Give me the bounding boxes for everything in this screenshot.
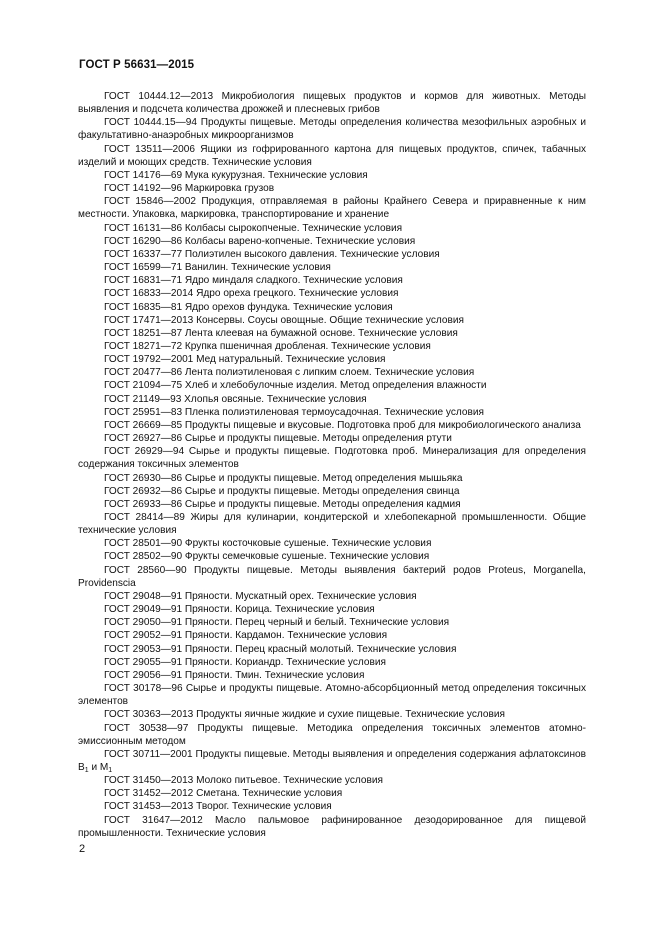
reference-code: ГОСТ 21149—93	[104, 393, 182, 405]
reference-code: ГОСТ 28501—90	[104, 538, 183, 550]
reference-item	[78, 643, 586, 656]
reference-item	[78, 656, 586, 669]
reference-title: Полиэтилен высокого давления. Технические условия	[184, 248, 440, 260]
reference-title: Сырье и продукты пищевые. Методы определения кадмия	[184, 498, 461, 510]
reference-item	[78, 629, 586, 642]
reference-title: Пряности. Перец красный молотый. Технические условия	[184, 643, 457, 655]
reference-title: Ящики из гофрированного картона для пищевых продуктов, спичек, табачных изделий и моющих средств. Технические условия	[78, 143, 586, 168]
reference-code: ГОСТ 29048—91	[104, 590, 183, 602]
reference-title: Продукция, отправляемая в районы Крайнего Севера и приравненные к ним местности. Упаковка, маркировка, транспортирование и хранение	[78, 196, 586, 221]
reference-item	[78, 274, 586, 287]
reference-item	[78, 445, 586, 471]
reference-title: Пряности. Перец черный и белый. Технические условия	[184, 617, 450, 629]
reference-code: ГОСТ 26930—86	[104, 472, 183, 484]
reference-title: Лента клеевая на бумажной основе. Технические условия	[184, 327, 458, 339]
reference-title: Сырье и продукты пищевые. Метод определения мышьяка	[184, 472, 463, 484]
reference-title: Сырье и продукты пищевые. Подготовка проб. Минерализация для определения содержания токсичных элементов	[78, 446, 586, 471]
subscript: 1	[108, 766, 113, 774]
reference-title: Жиры для кулинарии, кондитерской и хлебопекарной промышленности. Общие технические условия	[78, 512, 586, 537]
reference-code: ГОСТ 28560—90	[104, 564, 187, 576]
reference-item	[78, 814, 586, 840]
reference-title: Масло пальмовое рафинированное дезодорированное для пищевой промышленности. Технические условия	[78, 814, 586, 839]
reference-title: Фрукты семечковые сушеные. Технические условия	[184, 551, 430, 563]
reference-item	[78, 419, 586, 432]
reference-code: ГОСТ 30178—96	[104, 683, 183, 695]
reference-item	[78, 235, 586, 248]
reference-code: ГОСТ 30538—97	[104, 722, 189, 734]
reference-code: ГОСТ 16835—81	[104, 301, 183, 313]
reference-item	[78, 708, 586, 721]
reference-title: Ядро ореха грецкого. Технические условия	[196, 288, 399, 300]
reference-item	[78, 143, 586, 169]
reference-title: Продукты пищевые. Методы выявления и определения содержания афлатоксинов B	[78, 748, 586, 773]
reference-item	[78, 116, 586, 142]
reference-item	[78, 432, 586, 445]
reference-code: ГОСТ 29055—91	[104, 656, 183, 668]
reference-title: Мед натуральный. Технические условия	[196, 354, 386, 366]
reference-item	[78, 787, 586, 800]
reference-title: Крупка пшеничная дробленая. Технические условия	[184, 340, 431, 352]
reference-code: ГОСТ 16290—86	[104, 235, 183, 247]
reference-code: ГОСТ 31453—2013	[104, 801, 194, 813]
reference-title: Маркировка грузов	[184, 183, 275, 195]
reference-code: ГОСТ 26929—94	[104, 446, 185, 458]
reference-title: Фрукты косточковые сушеные. Технические условия	[184, 538, 432, 550]
subscript: 1	[84, 766, 89, 774]
reference-code: ГОСТ 31647—2012	[104, 814, 203, 826]
reference-item	[78, 169, 586, 182]
reference-item	[78, 669, 586, 682]
reference-code: ГОСТ 10444.15—94	[104, 117, 197, 129]
reference-item	[78, 340, 586, 353]
reference-item	[78, 261, 586, 274]
reference-title: Пряности. Тмин. Технические условия	[184, 669, 365, 681]
reference-code: ГОСТ 30711—2001	[104, 748, 193, 760]
reference-code: ГОСТ 26932—86	[104, 485, 183, 497]
reference-code: ГОСТ 29053—91	[104, 643, 183, 655]
reference-code: ГОСТ 16131—86	[104, 222, 183, 234]
reference-title: Продукты яичные жидкие и сухие пищевые. Технические условия	[196, 709, 505, 721]
reference-title: Молоко питьевое. Технические условия	[196, 775, 383, 787]
reference-item	[78, 603, 586, 616]
reference-item	[78, 682, 586, 708]
reference-item	[78, 472, 586, 485]
reference-item	[78, 366, 586, 379]
reference-code: ГОСТ 13511—2006	[104, 143, 196, 155]
document-header: ГОСТ Р 56631—2015	[79, 59, 195, 71]
reference-title-continuation: и M	[88, 761, 109, 773]
reference-item	[78, 564, 586, 590]
reference-item	[78, 590, 586, 603]
reference-code: ГОСТ 18251—87	[104, 327, 183, 339]
reference-item	[78, 511, 586, 537]
reference-item	[78, 353, 586, 366]
reference-title: Сметана. Технические условия	[196, 788, 343, 800]
reference-item	[78, 301, 586, 314]
reference-item	[78, 800, 586, 813]
reference-item	[78, 748, 586, 774]
reference-code: ГОСТ 19792—2001	[104, 354, 194, 366]
reference-title: Ядро миндаля сладкого. Технические условия	[184, 275, 403, 287]
reference-item	[78, 550, 586, 563]
reference-code: ГОСТ 17471—2013	[104, 314, 194, 326]
reference-code: ГОСТ 16833—2014	[104, 288, 194, 300]
reference-code: ГОСТ 29049—91	[104, 604, 183, 616]
reference-item	[78, 90, 586, 116]
reference-title: Лента полиэтиленовая с липким слоем. Технические условия	[184, 367, 475, 379]
reference-title: Мука кукурузная. Технические условия	[184, 169, 368, 181]
reference-title: Колбасы варено-копченые. Технические условия	[184, 235, 416, 247]
reference-code: ГОСТ 26933—86	[104, 498, 183, 510]
reference-title: Пряности. Корица. Технические условия	[184, 604, 375, 616]
reference-item	[78, 222, 586, 235]
reference-title: Консервы. Соусы овощные. Общие технические условия	[196, 314, 464, 326]
reference-title: Ядро орехов фундука. Технические условия	[184, 301, 393, 313]
reference-item	[78, 774, 586, 787]
reference-title: Микробиология пищевых продуктов и кормов для животных. Методы выявления и подсчета количества дрожжей и плесневых грибов	[78, 91, 586, 116]
reference-item	[78, 406, 586, 419]
reference-title: Пряности. Мускатный орех. Технические условия	[184, 590, 417, 602]
reference-item	[78, 537, 586, 550]
reference-code: ГОСТ 31452—2012	[104, 788, 194, 800]
reference-item	[78, 616, 586, 629]
reference-code: ГОСТ 26669—85	[104, 419, 183, 431]
reference-item	[78, 287, 586, 300]
reference-item	[78, 379, 586, 392]
reference-item	[78, 722, 586, 748]
reference-title: Ванилин. Технические условия	[184, 262, 331, 274]
reference-title: Творог. Технические условия	[196, 801, 332, 813]
reference-code: ГОСТ 15846—2002	[104, 196, 196, 208]
reference-item	[78, 327, 586, 340]
reference-code: ГОСТ 16337—77	[104, 248, 183, 260]
reference-code: ГОСТ 29052—91	[104, 630, 183, 642]
normative-references-list	[78, 90, 586, 840]
reference-code: ГОСТ 29056—91	[104, 669, 183, 681]
reference-item	[78, 393, 586, 406]
page-number: 2	[79, 843, 86, 855]
reference-item	[78, 498, 586, 511]
reference-title: Хлеб и хлебобулочные изделия. Метод определения влажности	[184, 380, 487, 392]
reference-title: Сырье и продукты пищевые. Методы определения ртути	[184, 433, 452, 445]
reference-title: Пряности. Кориандр. Технические условия	[184, 656, 386, 668]
reference-code: ГОСТ 21094—75	[104, 380, 183, 392]
reference-title: Продукты пищевые. Методы определения количества мезофильных аэробных и факультативно-анаэробных микроорганизмов	[78, 117, 586, 142]
reference-title: Продукты пищевые и вкусовые. Подготовка проб для микробиологического анализа	[184, 419, 581, 431]
reference-title: Колбасы сырокопченые. Технические условия	[184, 222, 403, 234]
reference-item	[78, 248, 586, 261]
reference-code: ГОСТ 31450—2013	[104, 775, 194, 787]
reference-code: ГОСТ 29050—91	[104, 617, 183, 629]
reference-code: ГОСТ 10444.12—2013	[104, 91, 214, 102]
reference-title: Хлопья овсяные. Технические условия	[184, 393, 367, 405]
reference-title: Продукты пищевые. Методика определения токсичных элементов атомно-эмиссионным методом	[78, 722, 586, 747]
reference-title: Пленка полиэтиленовая термоусадочная. Технические условия	[184, 406, 484, 418]
reference-title: Продукты пищевые. Методы выявления бактерий родов Proteus, Morganella, Providenscia	[78, 564, 586, 589]
reference-code: ГОСТ 26927—86	[104, 433, 183, 445]
reference-item	[78, 314, 586, 327]
reference-code: ГОСТ 20477—86	[104, 367, 183, 379]
reference-item	[78, 182, 586, 195]
reference-title: Сырье и продукты пищевые. Методы определения свинца	[184, 485, 460, 497]
reference-code: ГОСТ 30363—2013	[104, 709, 194, 721]
reference-title: Сырье и продукты пищевые. Атомно-абсорбционный метод определения токсичных элементов	[78, 683, 586, 708]
reference-title: Пряности. Кардамон. Технические условия	[184, 630, 388, 642]
reference-code: ГОСТ 28502—90	[104, 551, 183, 563]
reference-code: ГОСТ 14192—96	[104, 183, 183, 195]
reference-item	[78, 485, 586, 498]
reference-code: ГОСТ 16831—71	[104, 275, 183, 287]
reference-code: ГОСТ 18271—72	[104, 340, 183, 352]
reference-code: ГОСТ 14176—69	[104, 169, 183, 181]
reference-code: ГОСТ 28414—89	[104, 512, 185, 523]
reference-item	[78, 195, 586, 221]
reference-code: ГОСТ 25951—83	[104, 406, 183, 418]
reference-code: ГОСТ 16599—71	[104, 262, 183, 274]
